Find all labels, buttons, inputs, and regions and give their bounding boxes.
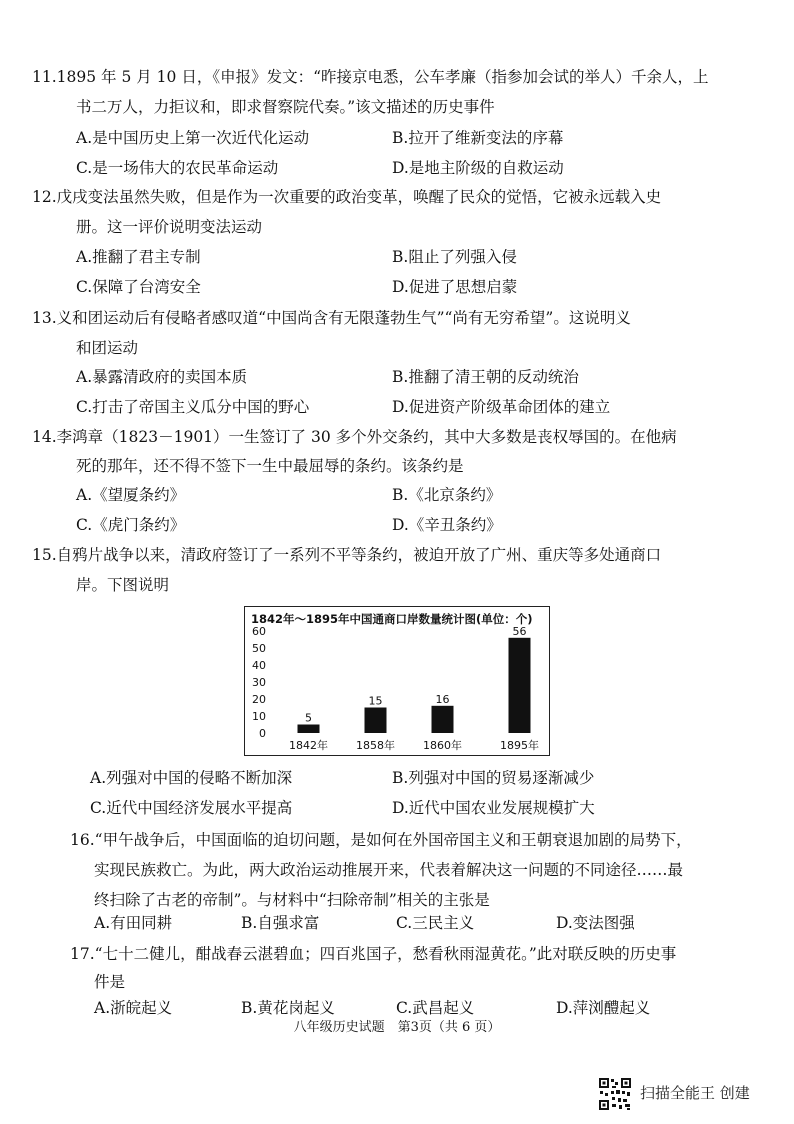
chart-title: 1842年～1895年中国通商口岸数量统计图(单位：个) [251,612,533,626]
q16-line-2: 实现民族救亡。为此，两大政治运动推展开来，代表着解决这一问题的不同途径……最 [94,861,684,879]
y-tick-label: 40 [252,659,266,672]
x-tick-label: 1858年 [356,739,395,752]
bar [365,708,387,734]
x-tick-label: 1895年 [500,739,539,752]
q11-option-d: D.是地主阶级的自救运动 [392,159,564,177]
q16-option-c: C.三民主义 [396,914,475,932]
q15-option-d: D.近代中国农业发展规模扩大 [392,799,595,817]
q17-option-b: B.黄花岗起义 [241,999,335,1017]
bar-value-label: 5 [305,711,312,725]
bar-value-label: 56 [512,624,527,638]
scanner-watermark: 扫描全能王 创建 [640,1084,750,1102]
q13-line-2: 和团运动 [76,339,139,357]
bar-value-label: 15 [368,694,383,708]
q14-option-b: B.《北京条约》 [392,486,502,504]
q16-line-1: 16.“甲午战争后，中国面临的迫切问题，是如何在外国帝国主义和王朝衰退加剧的局势下， [70,831,692,849]
q13-option-d: D.促进资产阶级革命团体的建立 [392,398,611,416]
bar [509,638,531,733]
q15-option-a: A.列强对中国的侵略不断加深 [90,769,293,787]
q17-option-a: A.浙皖起义 [94,999,173,1017]
q11-option-c: C.是一场伟大的农民革命运动 [76,159,279,177]
y-tick-label: 60 [252,625,266,638]
port-count-chart-svg [245,607,548,754]
page-footer: 八年级历史试题 第3页（共 6 页） [293,1020,501,1035]
q15-line-2: 岸。下图说明 [76,576,170,594]
q16-option-b: B.自强求富 [241,914,320,932]
q11-option-a: A.是中国历史上第一次近代化运动 [76,129,310,147]
y-tick-label: 10 [252,710,266,723]
bar [432,706,454,733]
y-tick-label: 0 [259,727,266,740]
q13-option-b: B.推翻了清王朝的反动统治 [392,368,579,386]
y-tick-label: 20 [252,693,266,706]
q14-option-a: A.《望厦条约》 [76,486,186,504]
q15-line-1: 15.自鸦片战争以来，清政府签订了一系列不平等条约，被迫开放了广州、重庆等多处通商口 [32,546,662,564]
q12-option-a: A.推翻了君主专制 [76,248,201,266]
q12-line-2: 册。这一评价说明变法运动 [76,218,263,236]
q11-option-b: B.拉开了维新变法的序幕 [392,129,564,147]
x-tick-label: 1860年 [423,739,462,752]
q13-option-a: A.暴露清政府的卖国本质 [76,368,248,386]
bar-value-label: 16 [435,692,450,706]
q17-option-d: D.萍浏醴起义 [556,999,651,1017]
q14-option-c: C.《虎门条约》 [76,516,186,534]
q17-line-1: 17.“七十二健儿，酣战春云湛碧血；四百兆国子，愁看秋雨湿黄花。”此对联反映的历史事 [70,945,677,963]
qr-code-icon [598,1077,632,1111]
q13-option-c: C.打击了帝国主义瓜分中国的野心 [76,398,310,416]
q14-option-d: D.《辛丑条约》 [392,516,502,534]
q16-option-a: A.有田同耕 [94,914,173,932]
q12-line-1: 12.戊戌变法虽然失败，但是作为一次重要的政治变革，唤醒了民众的觉悟，它被永远载入史 [32,188,662,206]
q12-option-b: B.阻止了列强入侵 [392,248,517,266]
q11-line-2: 书二万人，力拒议和，即求督察院代奏。”该文描述的历史事件 [76,98,495,116]
q16-line-3: 终扫除了古老的帝制”。与材料中“扫除帝制”相关的主张是 [94,891,490,909]
x-tick-label: 1842年 [289,739,328,752]
q11-line-1: 11.1895 年 5 月 10 日，《申报》发文：“昨接京电悉，公车孝廉（指参加会试的举人）千余人，上 [32,68,709,86]
q13-line-1: 13.义和团运动后有侵略者感叹道“中国尚含有无限蓬勃生气”“尚有无穷希望”。这说明义 [32,309,631,327]
q17-line-2: 件是 [94,973,126,991]
q15-option-c: C.近代中国经济发展水平提高 [90,799,293,817]
q14-line-1: 14.李鸿章（1823－1901）一生签订了 30 多个外交条约，其中大多数是丧权辱国的。在他病 [32,428,677,446]
y-tick-label: 30 [252,676,266,689]
q15-option-b: B.列强对中国的贸易逐渐减少 [392,769,595,787]
q16-option-d: D.变法图强 [556,914,635,932]
q14-line-2: 死的那年，还不得不签下一生中最屈辱的条约。该条约是 [76,457,464,475]
q12-option-c: C.保障了台湾安全 [76,278,201,296]
q17-option-c: C.武昌起义 [396,999,475,1017]
bar [298,725,320,734]
q12-option-d: D.促进了思想启蒙 [392,278,518,296]
y-tick-label: 50 [252,642,266,655]
port-count-chart [244,606,550,756]
